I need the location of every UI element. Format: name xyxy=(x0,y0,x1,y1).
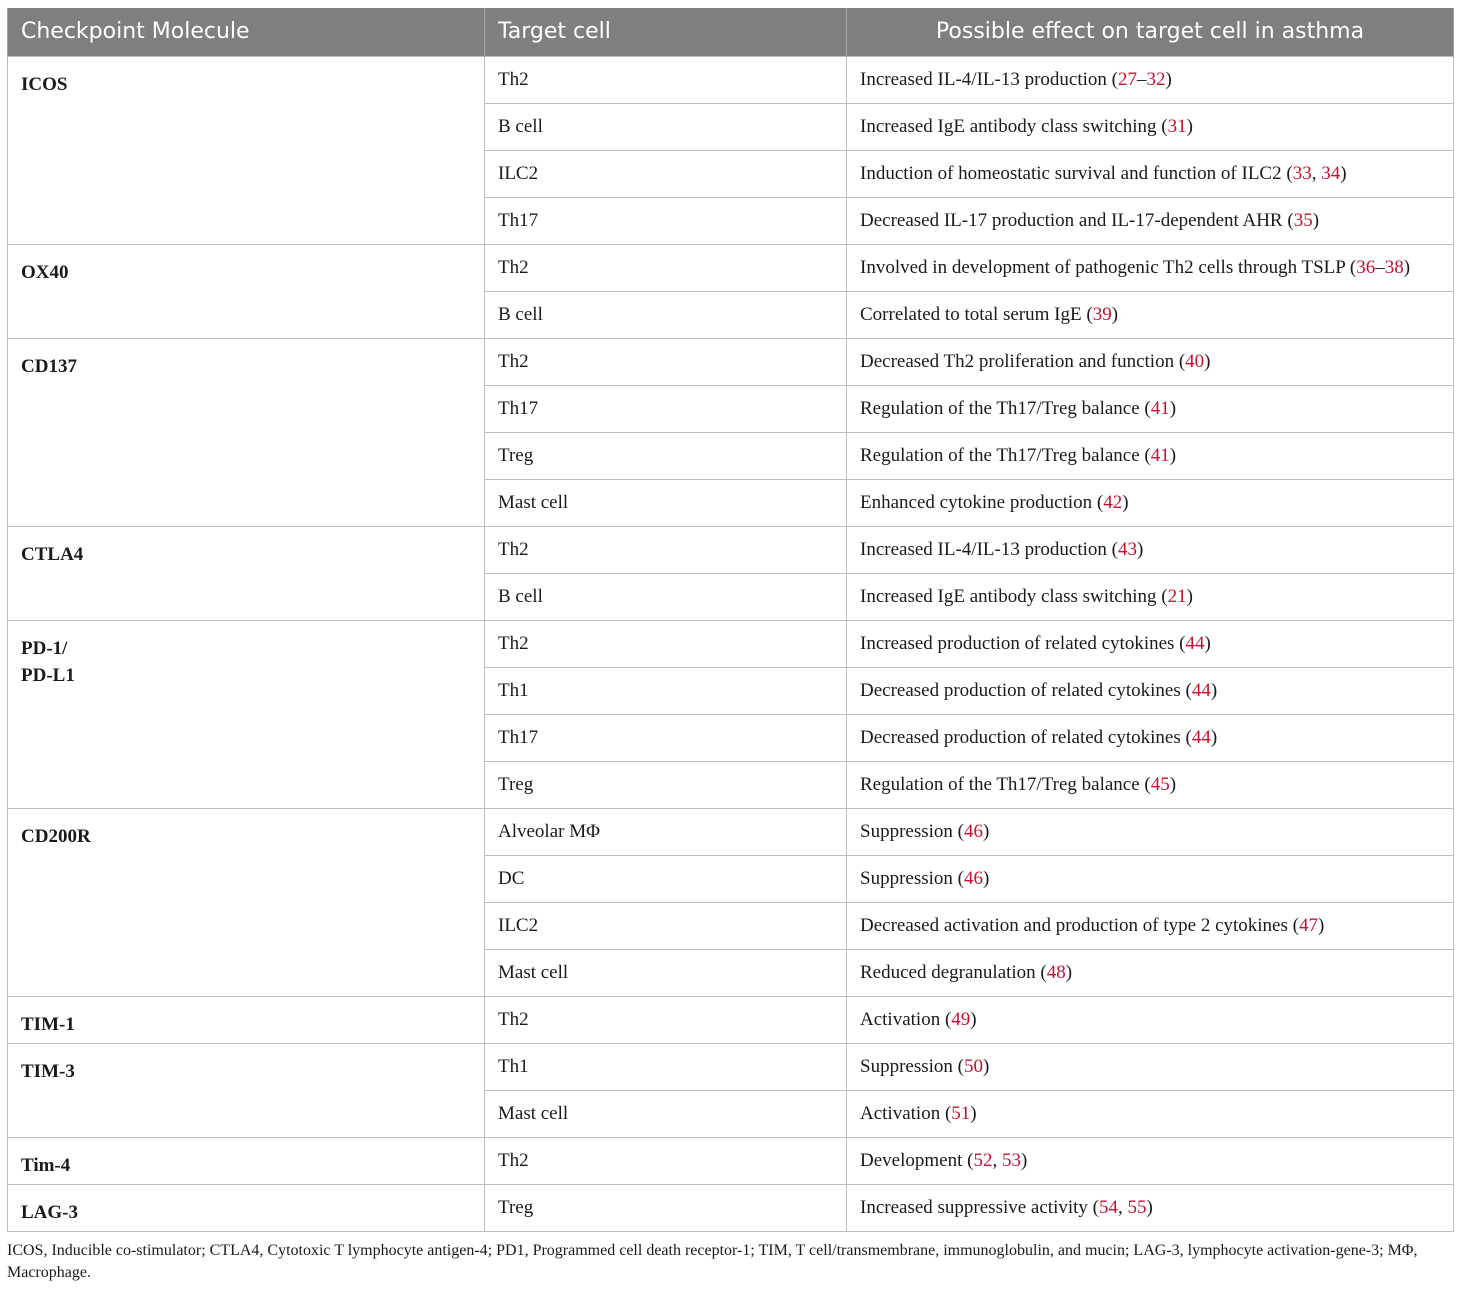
table-footnote: ICOS, Inducible co-stimulator; CTLA4, Cytotoxic T lymphocyte antigen-4; PD1, Programmed cell death receptor-1; TIM, T cell/transmembrane, immunoglobulin, and mucin; LAG-3, lymphocyte activation-gene-3; MΦ, Macrophage. xyxy=(7,1242,1418,1281)
table-header xyxy=(8,8,1454,56)
reference-link[interactable]: 50 xyxy=(963,1055,983,1077)
target-cell: Treg xyxy=(485,1184,847,1231)
effect-text: Suppression ( xyxy=(860,867,964,889)
effect-text: ) xyxy=(982,867,990,889)
reference-link[interactable]: 41 xyxy=(1150,444,1170,466)
effect-text: ) xyxy=(1169,773,1177,795)
effect-text: ) xyxy=(1169,397,1177,419)
effect-text: ) xyxy=(1169,444,1177,466)
table-row xyxy=(8,338,1454,385)
effect-text: ) xyxy=(1317,914,1325,936)
effect-cell xyxy=(847,103,1454,150)
reference-link[interactable]: 35 xyxy=(1293,209,1313,231)
effect-cell xyxy=(847,56,1454,103)
effect-cell xyxy=(847,949,1454,996)
target-cell: Mast cell xyxy=(485,479,847,526)
effect-cell xyxy=(847,1043,1454,1090)
header-row xyxy=(8,8,1454,56)
effect-cell xyxy=(847,714,1454,761)
effect-text: ) xyxy=(1111,303,1119,325)
target-cell: Th2 xyxy=(485,56,847,103)
effect-text: ) xyxy=(1065,961,1073,983)
molecule-name: TIM-1 xyxy=(21,1013,75,1035)
target-cell: Th2 xyxy=(485,1137,847,1184)
checkpoint-molecule-cell xyxy=(8,996,485,1043)
effect-text: Increased production of related cytokines ( xyxy=(860,632,1186,654)
effect-cell xyxy=(847,667,1454,714)
effect-text: ) xyxy=(1136,538,1144,560)
table-row xyxy=(8,244,1454,291)
target-cell: DC xyxy=(485,855,847,902)
effect-text: Development ( xyxy=(860,1149,974,1171)
effect-cell xyxy=(847,1090,1454,1137)
effect-text: , xyxy=(1118,1196,1128,1218)
reference-link[interactable]: 44 xyxy=(1191,679,1211,701)
reference-link[interactable]: 41 xyxy=(1150,397,1170,419)
effect-cell xyxy=(847,479,1454,526)
checkpoint-table xyxy=(7,8,1454,1232)
target-cell: Alveolar MΦ xyxy=(485,808,847,855)
reference-link[interactable]: 51 xyxy=(951,1102,971,1124)
table-row xyxy=(8,1184,1454,1231)
effect-cell xyxy=(847,150,1454,197)
table-row xyxy=(8,808,1454,855)
target-cell: B cell xyxy=(485,291,847,338)
effect-cell xyxy=(847,197,1454,244)
effect-cell xyxy=(847,996,1454,1043)
effect-text: ) xyxy=(970,1008,977,1030)
target-cell: Th1 xyxy=(485,1043,847,1090)
reference-link[interactable]: 53 xyxy=(1001,1149,1021,1171)
reference-link[interactable]: 46 xyxy=(963,867,983,889)
molecule-name: Tim-4 xyxy=(21,1154,71,1176)
effect-text: ) xyxy=(1312,209,1320,231)
effect-cell xyxy=(847,902,1454,949)
table-row xyxy=(8,620,1454,667)
molecule-name: CTLA4 xyxy=(21,543,84,565)
effect-text: Enhanced cytokine production ( xyxy=(860,491,1104,513)
target-cell: Th17 xyxy=(485,714,847,761)
effect-text: ) xyxy=(1122,491,1129,513)
target-cell: Th2 xyxy=(485,996,847,1043)
reference-link[interactable]: 40 xyxy=(1185,350,1205,372)
effect-text: ) xyxy=(1186,585,1193,607)
reference-link[interactable]: 52 xyxy=(973,1149,993,1171)
effect-text: ) xyxy=(1210,726,1218,748)
effect-text: Suppression ( xyxy=(860,1055,964,1077)
effect-cell xyxy=(847,855,1454,902)
target-cell: Th2 xyxy=(485,620,847,667)
effect-text: , xyxy=(1311,162,1322,184)
reference-link[interactable]: 31 xyxy=(1167,115,1187,137)
molecule-name: CD137 xyxy=(21,355,77,377)
target-cell: Th2 xyxy=(485,244,847,291)
effect-text: ) xyxy=(1204,350,1211,372)
checkpoint-molecule-cell xyxy=(8,1137,485,1184)
effect-text: Regulation of the Th17/Treg balance ( xyxy=(860,397,1151,419)
effect-text: Decreased Th2 proliferation and function ( xyxy=(860,350,1186,372)
reference-link[interactable]: 45 xyxy=(1150,773,1170,795)
effect-text: Increased suppressive activity ( xyxy=(860,1196,1099,1218)
effect-text: ) xyxy=(1186,115,1193,137)
effect-text: Decreased IL-17 production and IL-17-dependent AHR ( xyxy=(860,209,1294,231)
effect-text: ) xyxy=(1210,679,1218,701)
effect-cell xyxy=(847,1137,1454,1184)
target-cell: Treg xyxy=(485,432,847,479)
effect-text: Increased IL-4/IL-13 production ( xyxy=(860,538,1118,560)
effect-text: Regulation of the Th17/Treg balance ( xyxy=(860,444,1151,466)
target-cell: Th2 xyxy=(485,338,847,385)
checkpoint-molecule-cell xyxy=(8,244,485,338)
molecule-name: OX40 xyxy=(21,261,69,283)
effect-text: ) xyxy=(1020,1149,1028,1171)
reference-link[interactable]: 34 xyxy=(1321,162,1341,184)
target-cell: ILC2 xyxy=(485,902,847,949)
target-cell: Th17 xyxy=(485,385,847,432)
reference-link[interactable]: 48 xyxy=(1046,961,1066,983)
molecule-name: CD200R xyxy=(21,825,91,847)
effect-text: Increased IL-4/IL-13 production ( xyxy=(860,68,1118,90)
effect-text: ) xyxy=(970,1102,977,1124)
table-row xyxy=(8,996,1454,1043)
effect-text: Activation ( xyxy=(860,1008,952,1030)
reference-link[interactable]: 42 xyxy=(1103,491,1123,513)
header-possible-effect: Possible effect on target cell in asthma xyxy=(847,8,1454,56)
effect-cell xyxy=(847,526,1454,573)
effect-text: Activation ( xyxy=(860,1102,952,1124)
checkpoint-molecule-cell xyxy=(8,56,485,244)
reference-link[interactable]: 54 xyxy=(1099,1196,1118,1218)
effect-text: Regulation of the Th17/Treg balance ( xyxy=(860,773,1151,795)
effect-text: Induction of homeostatic survival and function of ILC2 ( xyxy=(860,162,1293,184)
table-container xyxy=(7,8,1453,1232)
effect-text: Involved in development of pathogenic Th2 cells through TSLP ( xyxy=(860,256,1357,278)
effect-text: Decreased activation and production of type 2 cytokines ( xyxy=(860,914,1299,936)
molecule-name: ICOS xyxy=(21,73,68,95)
table-row xyxy=(8,526,1454,573)
effect-text: – xyxy=(1375,256,1385,278)
reference-link[interactable]: 44 xyxy=(1191,726,1211,748)
effect-text: ) xyxy=(1403,256,1411,278)
reference-link[interactable]: 21 xyxy=(1167,585,1187,607)
effect-cell xyxy=(847,808,1454,855)
target-cell: B cell xyxy=(485,573,847,620)
effect-cell xyxy=(847,432,1454,479)
target-cell: Treg xyxy=(485,761,847,808)
effect-text: Increased IgE antibody class switching ( xyxy=(860,585,1168,607)
reference-link[interactable]: 27 xyxy=(1117,68,1137,90)
effect-text: ) xyxy=(982,820,990,842)
target-cell: Th17 xyxy=(485,197,847,244)
effect-cell xyxy=(847,620,1454,667)
effect-text: Decreased production of related cytokines ( xyxy=(860,726,1192,748)
reference-link[interactable]: 49 xyxy=(951,1008,971,1030)
reference-link[interactable]: 32 xyxy=(1146,68,1166,90)
effect-cell xyxy=(847,385,1454,432)
reference-link[interactable]: 43 xyxy=(1117,538,1137,560)
checkpoint-molecule-cell xyxy=(8,526,485,620)
reference-link[interactable]: 44 xyxy=(1185,632,1205,654)
effect-text: ) xyxy=(982,1055,990,1077)
effect-text: Suppression ( xyxy=(860,820,964,842)
header-checkpoint-molecule: Checkpoint Molecule xyxy=(8,8,485,56)
checkpoint-molecule-cell xyxy=(8,808,485,996)
molecule-name: PD-L1 xyxy=(21,664,75,686)
molecule-name: TIM-3 xyxy=(21,1060,75,1082)
target-cell: Th2 xyxy=(485,526,847,573)
checkpoint-molecule-cell xyxy=(8,338,485,526)
reference-link[interactable]: 55 xyxy=(1127,1196,1147,1218)
checkpoint-molecule-cell xyxy=(8,620,485,808)
target-cell: Mast cell xyxy=(485,1090,847,1137)
table-body xyxy=(8,56,1454,1231)
effect-cell xyxy=(847,338,1454,385)
target-cell: Th1 xyxy=(485,667,847,714)
checkpoint-molecule-cell xyxy=(8,1184,485,1231)
reference-link[interactable]: 39 xyxy=(1092,303,1112,325)
table-row xyxy=(8,1043,1454,1090)
reference-link[interactable]: 46 xyxy=(963,820,983,842)
target-cell: Mast cell xyxy=(485,949,847,996)
effect-cell xyxy=(847,291,1454,338)
effect-cell xyxy=(847,761,1454,808)
reference-link[interactable]: 36 xyxy=(1356,256,1376,278)
effect-text: ) xyxy=(1165,68,1172,90)
effect-text: ) xyxy=(1146,1196,1153,1218)
effect-text: Reduced degranulation ( xyxy=(860,961,1047,983)
effect-text: Increased IgE antibody class switching ( xyxy=(860,115,1168,137)
table-row xyxy=(8,1137,1454,1184)
effect-text: , xyxy=(992,1149,1002,1171)
header-target-cell: Target cell xyxy=(485,8,847,56)
effect-text: Decreased production of related cytokines ( xyxy=(860,679,1192,701)
effect-text: – xyxy=(1136,68,1147,90)
effect-text: ) xyxy=(1340,162,1347,184)
reference-link[interactable]: 47 xyxy=(1298,914,1318,936)
effect-text: Correlated to total serum IgE ( xyxy=(860,303,1093,325)
reference-link[interactable]: 33 xyxy=(1292,162,1312,184)
target-cell: ILC2 xyxy=(485,150,847,197)
effect-cell xyxy=(847,1184,1454,1231)
molecule-name: PD-1/ xyxy=(21,637,68,659)
reference-link[interactable]: 38 xyxy=(1384,256,1404,278)
table-row xyxy=(8,56,1454,103)
molecule-name: LAG-3 xyxy=(21,1201,78,1223)
effect-cell xyxy=(847,573,1454,620)
effect-text: ) xyxy=(1204,632,1211,654)
target-cell: B cell xyxy=(485,103,847,150)
checkpoint-molecule-cell xyxy=(8,1043,485,1137)
effect-cell xyxy=(847,244,1454,291)
